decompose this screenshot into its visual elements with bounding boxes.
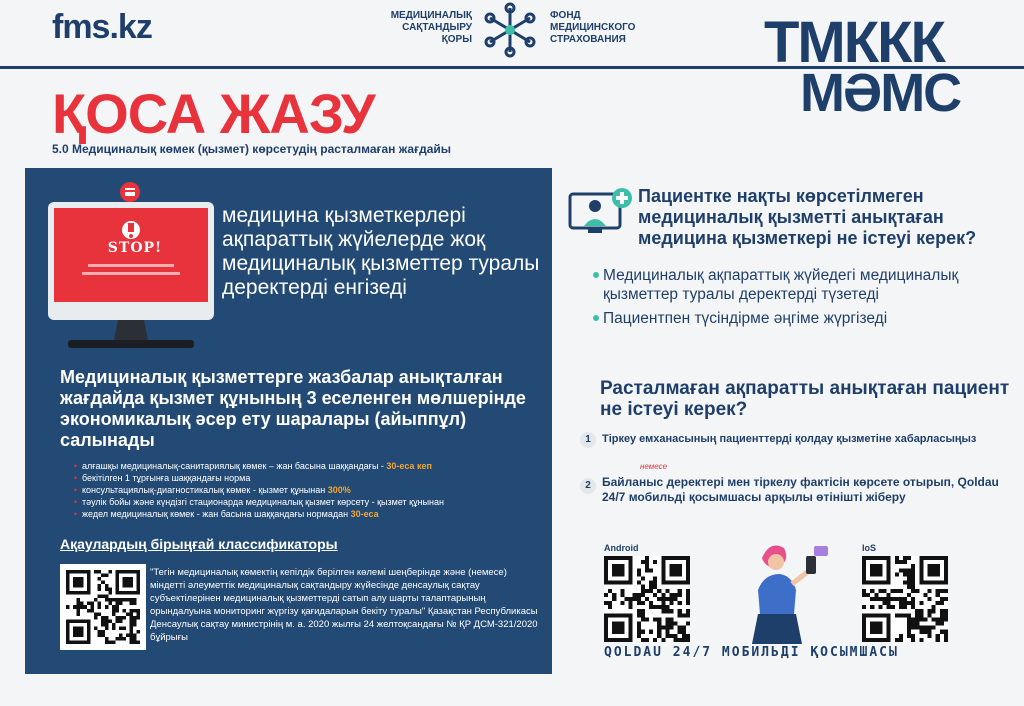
brand-mams: МӘМС: [800, 63, 961, 123]
list-item: [74, 472, 534, 484]
qr-code-classifier[interactable]: [66, 570, 140, 644]
page-title: ҚОСА ЖАЗУ: [52, 82, 375, 145]
stop-label: STOP!: [107, 240, 163, 256]
list-item-highlight: 30-еса кеп: [386, 461, 432, 471]
step-one: Тіркеу емханасының пациенттерді қолдау қызметіне хабарласыңыз: [602, 433, 977, 445]
panel-heading-penalty: Медициналық қызметтерге жазбалар анықталған жағдайда қызмет құнының 3 еселенген мөлшерінде экономикалық әсер ету шаралары (айыппұл) салынады: [60, 367, 526, 450]
woman-with-phone-icon: [740, 540, 830, 646]
list-item: [74, 496, 534, 508]
qr-code-android[interactable]: [604, 556, 690, 642]
panel-heading-problem: медицина қызметкерлері ақпараттық жүйелерде жоқ медициналық қызметтер туралы деректерді енгізеді: [222, 204, 540, 299]
list-item: Пациентпен түсіндірме әңгіме жүргізеді: [593, 309, 1018, 328]
fund-kz-line: САҚТАНДЫРУ: [402, 22, 472, 33]
android-label: Android: [604, 543, 639, 553]
fund-ru-line: МЕДИЦИНСКОГО: [550, 22, 636, 33]
list-item: Медициналық ақпараттық жүйедегі медициналық қызметтер туралы деректерді түзетеді: [593, 266, 1018, 304]
list-item: [74, 484, 534, 496]
brand-m-accent-icon: [800, 44, 842, 120]
list-item-text: алғашқы медициналық-санитариялық көмек – жан басына шаққандағы -: [82, 461, 387, 471]
page-subtitle: 5.0 Медициналық көмек (қызмет) көрсетудің расталмаған жағдайы: [52, 142, 451, 156]
legal-reference: "Тегін медициналық көмектің кепілдік берілген көлемі шеңберінде және (немесе) міндетті әлеуметтік медициналық сақтандыру жүйесінде денсаулық сақтау субъектілерінен медициналық қызметтерді сатып алу шарты талаптарының орындалуына мониторинг жүргізу қағидаларын бекіту туралы" Қазақстан Республикасы Денсаулық сақтау министрінің м. а. 2020 жылғы 24 желтоқсандағы № ҚР ДСМ-321/2020 бұйрығы: [150, 567, 538, 643]
fund-name-ru: [550, 10, 650, 46]
fund-ru-line: СТРАХОВАНИЯ: [550, 34, 626, 45]
list-item: [74, 460, 534, 472]
doctor-monitor-icon: [568, 186, 634, 238]
list-item-text: жедел медициналық көмек - жан басына шаққандағы нормадан: [82, 509, 351, 519]
step-number: 2: [580, 478, 596, 494]
fms-logo[interactable]: fms.kz: [52, 8, 152, 46]
fund-ru-line: ФОНД: [550, 10, 581, 21]
fund-emblem-icon: [478, 2, 542, 58]
list-item: [74, 508, 534, 520]
step-number: 1: [580, 432, 596, 448]
or-separator: немесе: [640, 462, 668, 471]
brand-tmkkk: ТМККК: [764, 10, 944, 75]
list-item-text: консультациялық-диагностикалық көмек - қызмет құнынан: [82, 485, 328, 495]
fund-name-kz: [382, 10, 472, 46]
penalty-list: [74, 460, 534, 520]
ios-label: IoS: [862, 543, 877, 553]
list-item-highlight: 30-еса: [350, 509, 379, 519]
app-name-footer: QOLDAU 24/7 МОБИЛЬДІ ҚОСЫМШАСЫ: [604, 645, 899, 660]
step-two: Байланыс деректері мен тіркелу фактісін көрсете отырып, Qoldau 24/7 мобильді қосымшасы арқылы өтінішті жіберу: [602, 475, 999, 504]
list-item-highlight: 300%: [327, 485, 351, 495]
list-item-text: бекітілген 1 тұрғынға шаққандағы норма: [82, 473, 251, 483]
patient-question: Расталмаған ақпаратты анықтаған пациент не істеуі керек?: [600, 378, 1010, 420]
stop-monitor-icon: [48, 200, 218, 352]
list-item-text: тәулік бойы және күндізгі стационарда медициналық қызмет көрсету - қызмет құнынан: [82, 497, 444, 507]
doctor-actions: [593, 266, 1018, 333]
doctor-question: Пациентке нақты көрсетілмеген медициналық қызметті анықтаған медицина қызметкері не істеуі керек?: [638, 186, 977, 248]
qr-code-ios[interactable]: [862, 556, 948, 642]
fund-kz-line: МЕДИЦИНАЛЫҚ: [390, 10, 472, 21]
fund-kz-line: ҚОРЫ: [441, 34, 472, 45]
classifier-link[interactable]: Ақаулардың бірыңғай классификаторы: [60, 536, 338, 552]
